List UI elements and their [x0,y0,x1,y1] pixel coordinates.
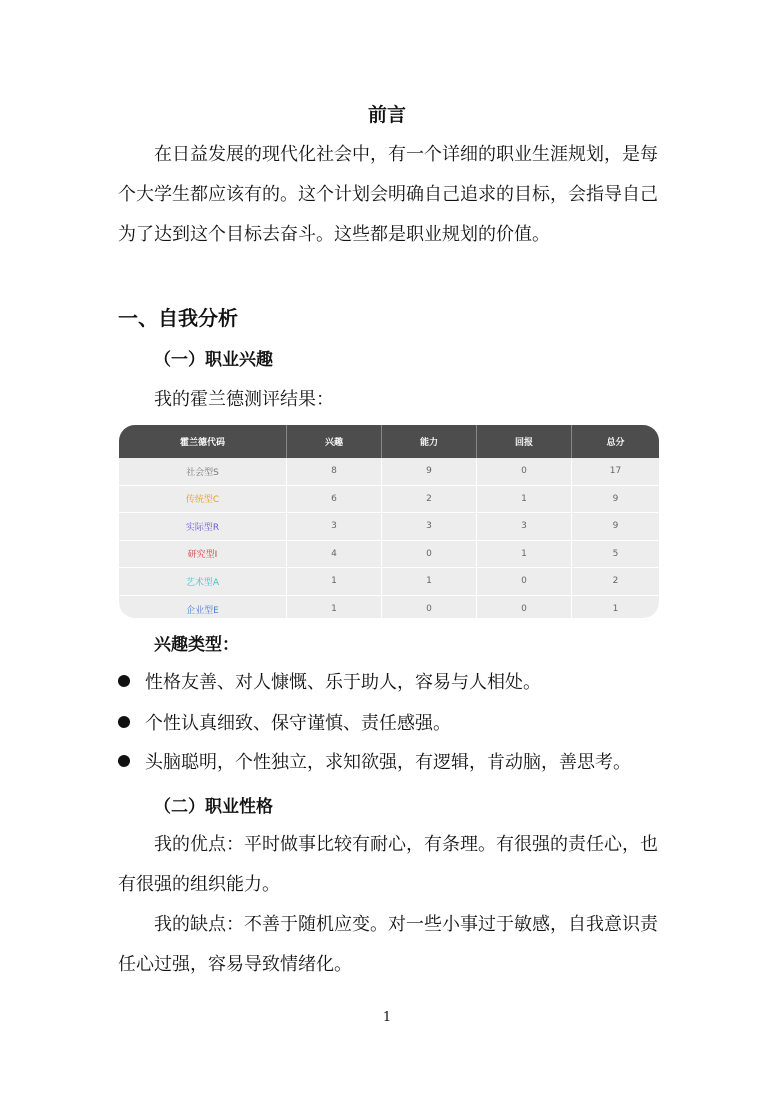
table-cell-code: 传统型C [119,486,287,513]
table-cell: 1 [477,486,572,513]
preface-line-2: 个大学生都应该有的。这个计划会明确自己追求的目标，会指导自己 [118,184,658,205]
table-cell-code: 实际型R [119,513,287,540]
bullet-dot-icon [118,755,130,767]
section-heading-self-analysis: 一、自我分析 [118,306,238,330]
table-cell: 1 [287,568,382,595]
preface-line-1: 在日益发展的现代化社会中，有一个详细的职业生涯规划，是每 [154,144,658,165]
preface-title: 前言 [367,104,406,126]
table-row [119,568,659,596]
table-cell: 6 [287,486,382,513]
subsection-heading-personality: （二）职业性格 [154,797,273,817]
table-cell-code: 社会型S [119,458,287,485]
list-item [118,709,451,735]
table-body [119,458,659,618]
table-row [119,541,659,569]
table-cell: 9 [382,458,477,485]
table-cell: 3 [477,513,572,540]
table-header-row [119,425,659,458]
table-cell: 0 [477,596,572,619]
table-row [119,486,659,514]
table-row [119,458,659,486]
table-cell: 3 [382,513,477,540]
table-header-cell: 霍兰德代码 [119,425,287,458]
table-cell: 17 [609,466,622,477]
table-cell-code: 艺术型A [119,568,287,595]
table-cell: 1 [382,568,477,595]
table-header-cell: 兴趣 [287,425,382,458]
table-header-cell: 能力 [382,425,477,458]
table-row [119,596,659,619]
page-number: 1 [382,1010,392,1025]
list-item [118,748,631,774]
weaknesses-line-1: 我的缺点：不善于随机应变。对一些小事过于敏感，自我意识责 [154,914,658,935]
table-cell: 8 [287,458,382,485]
holland-result-table [119,425,659,618]
bullet-dot-icon [118,716,130,728]
table-cell-code: 研究型I [119,541,287,568]
bullet-dot-icon [118,675,130,687]
table-cell: 5 [612,548,619,559]
table-cell: 9 [612,493,619,504]
table-cell: 2 [612,576,619,587]
strengths-line-2: 有很强的组织能力。 [118,874,280,895]
table-cell: 1 [477,541,572,568]
table-header-cell: 回报 [477,425,572,458]
table-cell: 2 [382,486,477,513]
list-item-text: 头脑聪明，个性独立，求知欲强，有逻辑，肯动脑，善思考。 [145,752,631,773]
table-cell: 0 [477,568,572,595]
table-cell: 0 [382,596,477,619]
table-cell: 4 [287,541,382,568]
table-cell: 1 [287,596,382,619]
table-cell: 1 [612,604,619,615]
holland-result-intro: 我的霍兰德测评结果： [154,389,334,410]
table-cell-code: 企业型E [119,596,287,619]
list-item-text: 性格友善、对人慷慨、乐于助人，容易与人相处。 [145,672,541,693]
subsection-heading-interest: （一）职业兴趣 [154,350,273,370]
weaknesses-line-2: 任心过强，容易导致情绪化。 [118,954,352,975]
table-row [119,513,659,541]
table-header-cell: 总分 [606,438,625,448]
strengths-line-1: 我的优点：平时做事比较有耐心，有条理。有很强的责任心，也 [154,834,658,855]
table-cell: 9 [612,521,619,532]
list-item [118,668,541,694]
list-item-text: 个性认真细致、保守谨慎、责任感强。 [145,713,451,734]
table-cell: 0 [477,458,572,485]
table-cell: 0 [382,541,477,568]
preface-line-3: 为了达到这个目标去奋斗。这些都是职业规划的价值。 [118,224,550,245]
interest-type-label: 兴趣类型： [154,635,239,655]
table-cell: 3 [287,513,382,540]
